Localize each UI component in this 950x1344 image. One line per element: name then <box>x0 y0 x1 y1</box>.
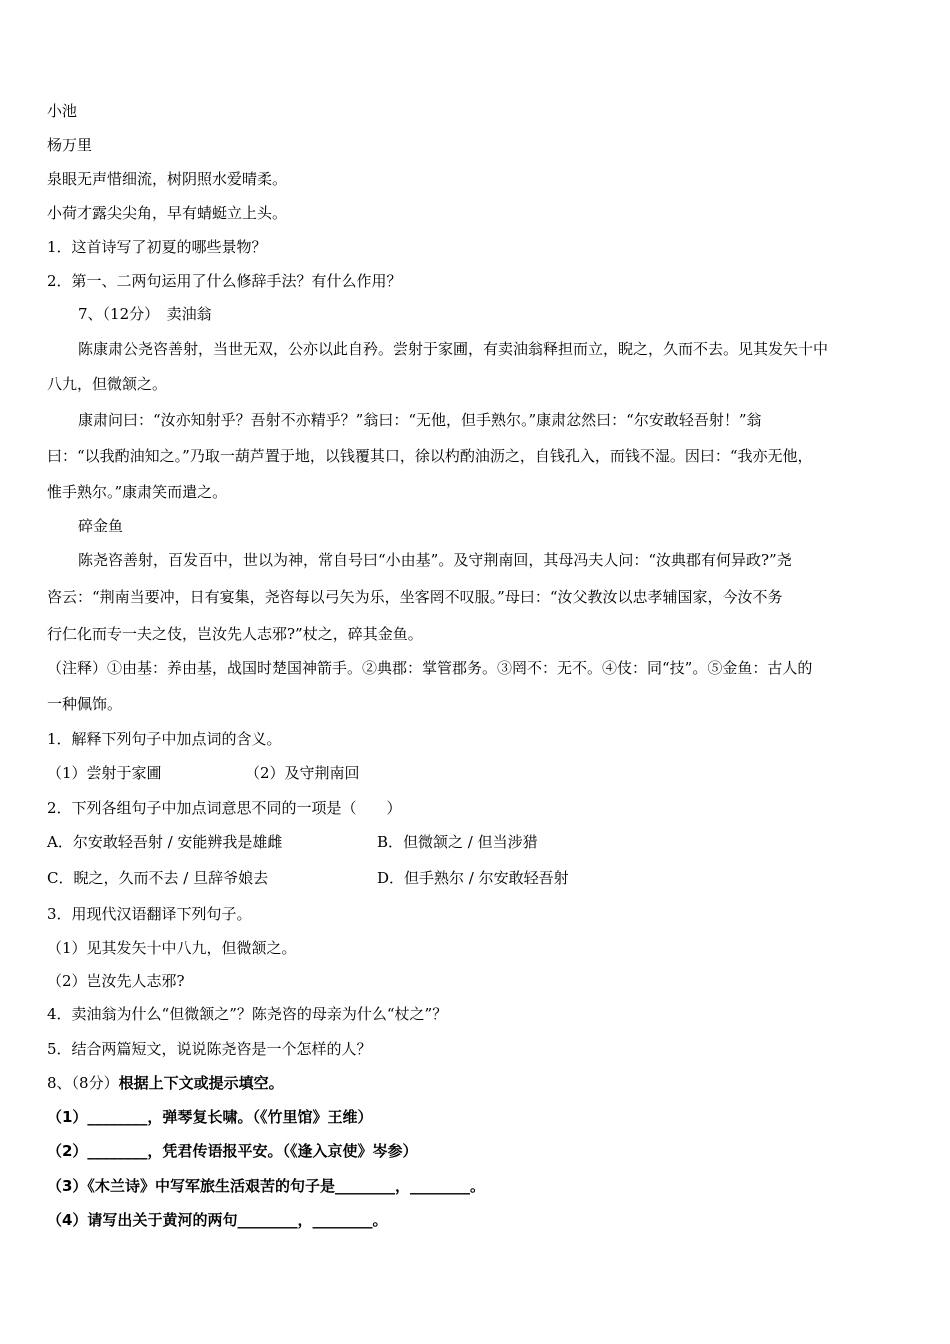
passage2-line2: 咨云：“荆南当要冲，日有宴集，尧咨每以弓矢为乐，坐客罔不叹服。”母曰：“汝父教汝以忠孝辅国家，今汝不务 <box>47 588 783 606</box>
passage1-paragraph1-line2: 八九，但微颔之。 <box>47 375 168 393</box>
question-5: 5．结合两篇短文，说说陈尧咨是一个怎样的人？ <box>47 1040 372 1058</box>
section7-header: 7、（12分） 卖油翁 <box>78 305 212 323</box>
annotation-line1: （注释）①由基：养由基，战国时楚国神箭手。②典郡：掌管郡务。③罔不：无不。④伎：同“技”。⑤金鱼：古人的 <box>47 659 813 677</box>
fill-item-1: （1）________，弹琴复长啸。（《竹里馆》王维） <box>47 1108 373 1126</box>
poem-line-2: 小荷才露尖尖角，早有蜻蜓立上头。 <box>47 204 288 222</box>
section8-number: 8、（8分） <box>47 1074 119 1092</box>
question-3-item-2: （2）岂汝先人志邪? <box>47 972 185 990</box>
fill-item-4: （4）请写出关于黄河的两句________，________。 <box>47 1211 388 1229</box>
passage2-line1: 陈尧咨善射，百发百中，世以为神，常自号曰“小由基”。及守荆南回，其母冯夫人问：“汝典郡有何异政?”尧 <box>78 551 792 569</box>
passage2-title: 碎金鱼 <box>78 517 124 535</box>
option-c: C．睨之，久而不去 / 旦辞爷娘去 <box>47 869 269 887</box>
question-1: 1．解释下列句子中加点词的含义。 <box>47 730 282 748</box>
question-3: 3．用现代汉语翻译下列句子。 <box>47 905 252 923</box>
question-1-item-1: （1）尝射于家圃 <box>47 764 162 782</box>
passage2-line3: 行仁化而专一夫之伎，岂汝先人志邪?”杖之，碎其金鱼。 <box>47 625 423 643</box>
section8-instruction: 根据上下文或提示填空。 <box>118 1074 284 1092</box>
passage1-paragraph1-line1: 陈康肃公尧咨善射，当世无双，公亦以此自矜。尝射于家圃，有卖油翁释担而立，睨之，久而不去。见其发矢十中 <box>78 340 829 358</box>
option-b: B．但微颔之 / 但当涉猎 <box>377 833 538 851</box>
question-4: 4．卖油翁为什么“但微颔之”？陈尧咨的母亲为什么“杖之”？ <box>47 1005 448 1023</box>
poem-title: 小池 <box>47 102 78 120</box>
passage1-paragraph2-line2: 曰：“以我酌油知之。”乃取一葫芦置于地，以钱覆其口，徐以杓酌油沥之，自钱孔入，而钱不湿。因曰：“我亦无他， <box>47 447 813 465</box>
question-3-item-1: （1）见其发矢十中八九，但微颔之。 <box>47 939 297 957</box>
section8-header <box>47 1073 284 1093</box>
passage1-paragraph2-line3: 惟手熟尔。”康肃笑而遣之。 <box>47 483 228 501</box>
question-1-item-2: （2）及守荆南回 <box>245 764 360 782</box>
fill-item-3: （3）《木兰诗》中写军旅生活艰苦的句子是________，________。 <box>47 1177 485 1195</box>
passage1-paragraph2-line1: 康肃问曰：“汝亦知射乎？吾射不亦精乎？”翁曰：“无他，但手熟尔。”康肃忿然曰：“尔安敢轻吾射！”翁 <box>78 411 762 429</box>
poem-line-1: 泉眼无声惜细流，树阴照水爱晴柔。 <box>47 170 288 188</box>
poem-question-1: 1．这首诗写了初夏的哪些景物？ <box>47 238 267 256</box>
poem-author: 杨万里 <box>47 136 93 154</box>
question-2: 2．下列各组句子中加点词意思不同的一项是（ ） <box>47 799 402 817</box>
annotation-line2: 一种佩饰。 <box>47 695 123 713</box>
fill-item-2: （2）________，凭君传语报平安。（《逢入京使》岑参） <box>47 1142 418 1160</box>
option-d: D．但手熟尔 / 尔安敢轻吾射 <box>377 869 569 887</box>
poem-question-2: 2．第一、二两句运用了什么修辞手法？有什么作用？ <box>47 272 402 290</box>
option-a: A．尔安敢轻吾射 / 安能辨我是雄雌 <box>47 833 283 851</box>
